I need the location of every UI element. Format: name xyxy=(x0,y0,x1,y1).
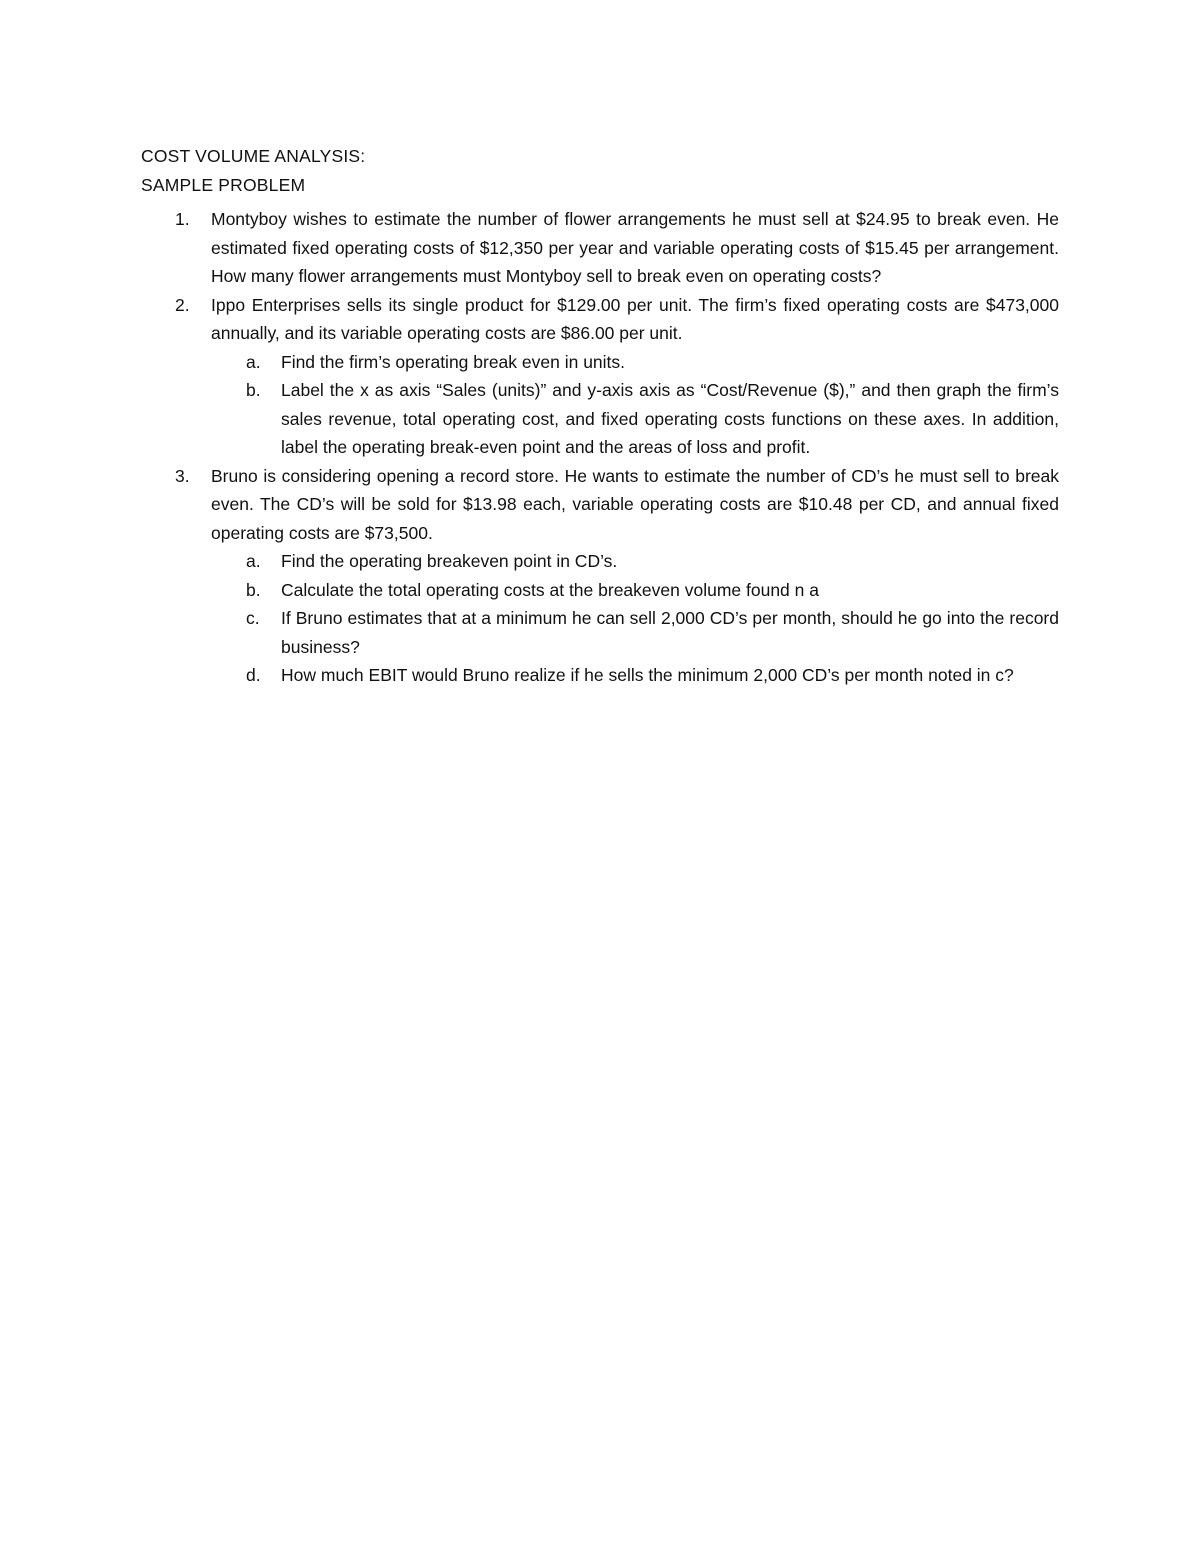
problem-text: Bruno is considering opening a record store. He wants to estimate the number of CD’s he must sell to break even. The CD’s will be sold for $13.98 each, variable operating costs are $10.48 per CD, and annual fixed operating costs are $73,500. xyxy=(211,465,1059,543)
sub-question-text: Find the operating breakeven point in CD’s. xyxy=(281,551,618,571)
sub-question-3b xyxy=(211,576,1059,605)
sub-question-letter: a. xyxy=(246,351,261,372)
sub-question-list xyxy=(211,348,1059,462)
document-body xyxy=(141,142,1059,690)
problem-text: Montyboy wishes to estimate the number of flower arrangements he must sell at $24.95 to break even. He estimated fixed operating costs of $12,350 per year and variable operating costs of $15.45 per arrangement. How many flower arrangements must Montyboy sell to break even on operating costs? xyxy=(211,209,1059,286)
problem-item-3 xyxy=(141,462,1059,690)
problem-item-2 xyxy=(141,291,1059,462)
sub-question-2b xyxy=(211,376,1059,462)
sub-question-3a xyxy=(211,547,1059,576)
sub-question-letter: b. xyxy=(246,380,261,400)
problem-number: 1. xyxy=(175,209,190,229)
sub-question-3c xyxy=(211,604,1059,661)
sub-question-letter: d. xyxy=(246,665,261,685)
sub-question-letter: b. xyxy=(246,579,261,600)
document-subtitle: SAMPLE PROBLEM xyxy=(141,174,306,195)
sub-question-text: If Bruno estimates that at a minimum he can sell 2,000 CD’s per month, should he go into the record business? xyxy=(281,608,1059,657)
problem-number: 2. xyxy=(175,294,190,315)
sub-question-text: Label the x as axis “Sales (units)” and y-axis axis as “Cost/Revenue ($),” and then graph the firm’s sales revenue, total operating cost, and fixed operating costs functions on these axes. In addition, label the operating break-even point and the areas of loss and profit. xyxy=(281,380,1059,457)
sub-question-text: Find the firm’s operating break even in units. xyxy=(281,351,626,372)
problem-number: 3. xyxy=(175,465,190,486)
sub-question-2a xyxy=(211,348,1059,377)
sub-question-letter: a. xyxy=(246,551,261,571)
sub-question-letter: c. xyxy=(246,608,260,628)
document-title: COST VOLUME ANALYSIS: xyxy=(141,146,366,166)
sub-question-3d xyxy=(211,661,1059,690)
sub-question-text: How much EBIT would Bruno realize if he sells the minimum 2,000 CD’s per month noted in c? xyxy=(281,665,1014,685)
sub-question-list xyxy=(211,547,1059,690)
sub-question-text: Calculate the total operating costs at the breakeven volume found n a xyxy=(281,579,819,600)
problem-list xyxy=(141,205,1059,690)
problem-text: Ippo Enterprises sells its single product for $129.00 per unit. The firm’s fixed operating costs are $473,000 annually, and its variable operating costs are $86.00 per unit. xyxy=(211,294,1059,343)
problem-item-1 xyxy=(141,205,1059,291)
